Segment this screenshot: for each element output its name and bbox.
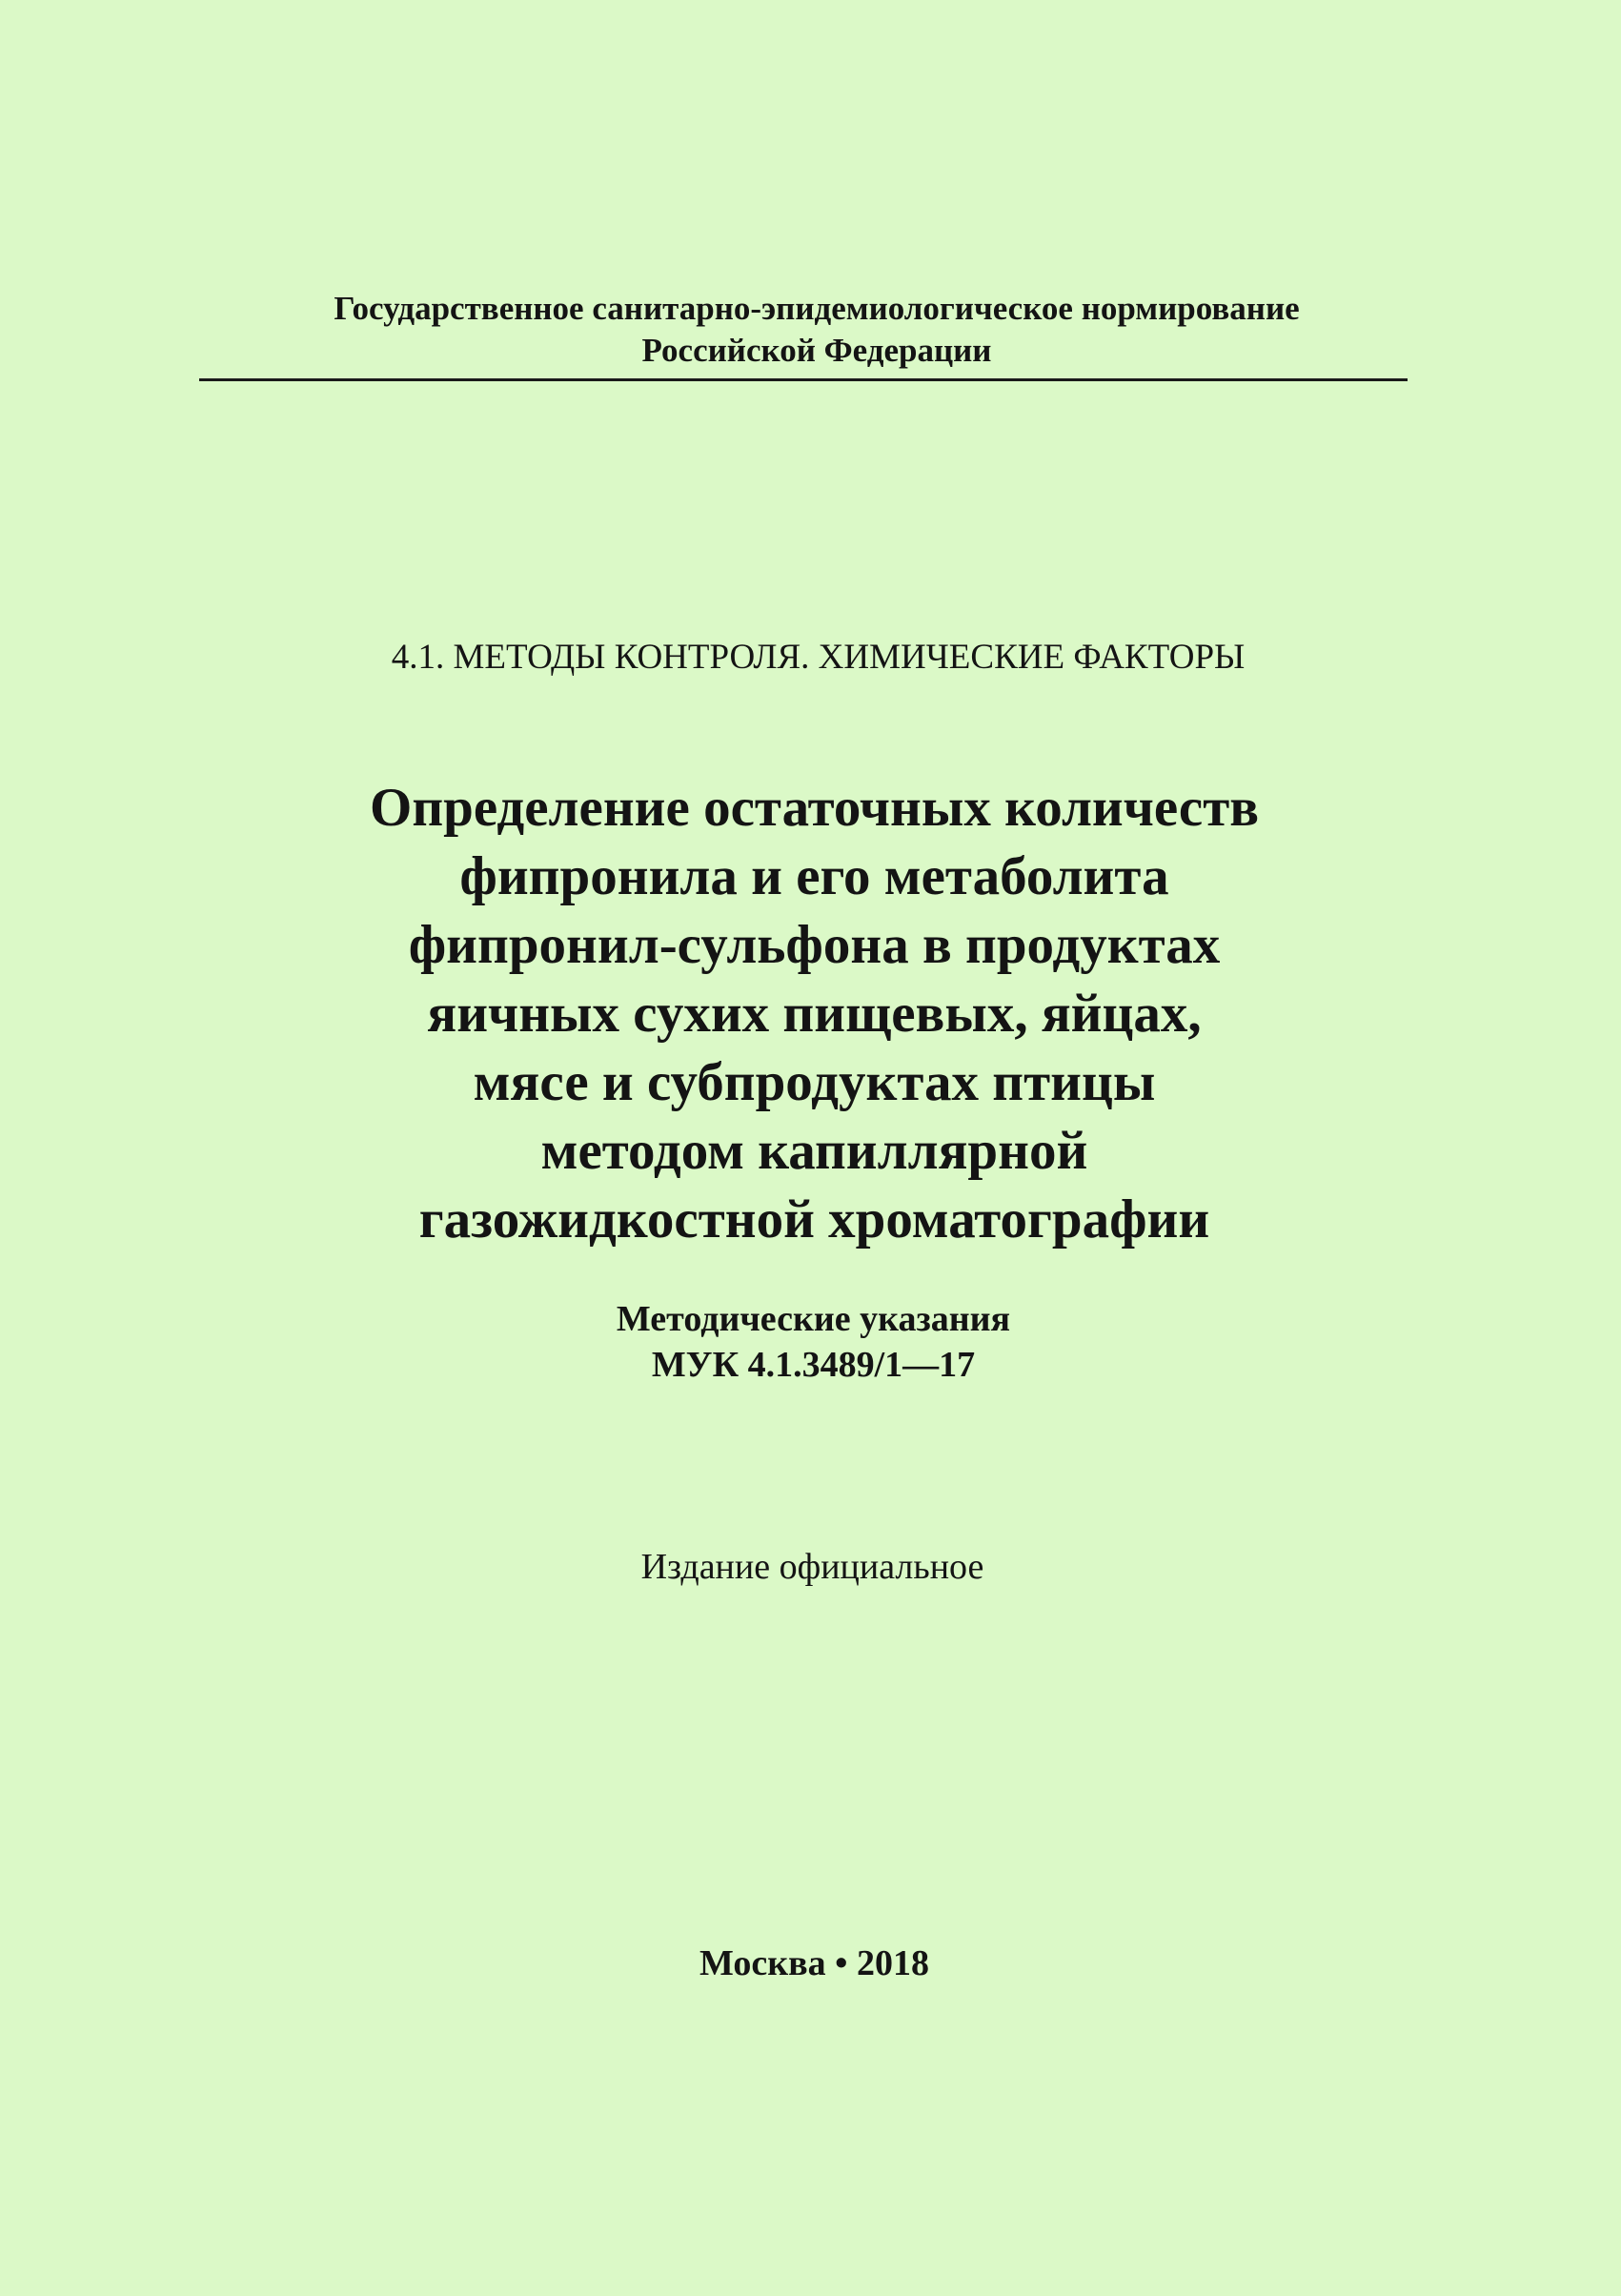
authority-line-1: Государственное санитарно-эпидемиологическое нормирование (334, 290, 1300, 327)
document-code: МУК 4.1.3489/1—17 (651, 1345, 976, 1385)
edition-note: Издание официальное (640, 1547, 984, 1587)
imprint-place-year: Москва • 2018 (699, 1943, 929, 1983)
document-type-block (0, 1296, 1621, 1388)
header-divider (199, 378, 1408, 381)
title-line: Определение остаточных количеств (370, 778, 1259, 838)
issuing-authority-header (0, 288, 1621, 372)
title-line: яичных сухих пищевых, яйцах, (427, 984, 1202, 1044)
title-line: методом капиллярной (540, 1121, 1088, 1181)
document-title (0, 774, 1621, 1254)
title-line: фипронил-сульфона в продуктах (408, 915, 1221, 975)
title-line: фипронила и его метаболита (459, 846, 1169, 906)
title-line: мясе и субпродуктах птицы (473, 1052, 1156, 1112)
document-type: Методические указания (616, 1299, 1011, 1339)
title-line: газожидкостной хроматографии (418, 1189, 1210, 1250)
authority-line-2: Российской Федерации (641, 332, 992, 369)
section-category: 4.1. МЕТОДЫ КОНТРОЛЯ. ХИМИЧЕСКИЕ ФАКТОРЫ (391, 638, 1246, 677)
